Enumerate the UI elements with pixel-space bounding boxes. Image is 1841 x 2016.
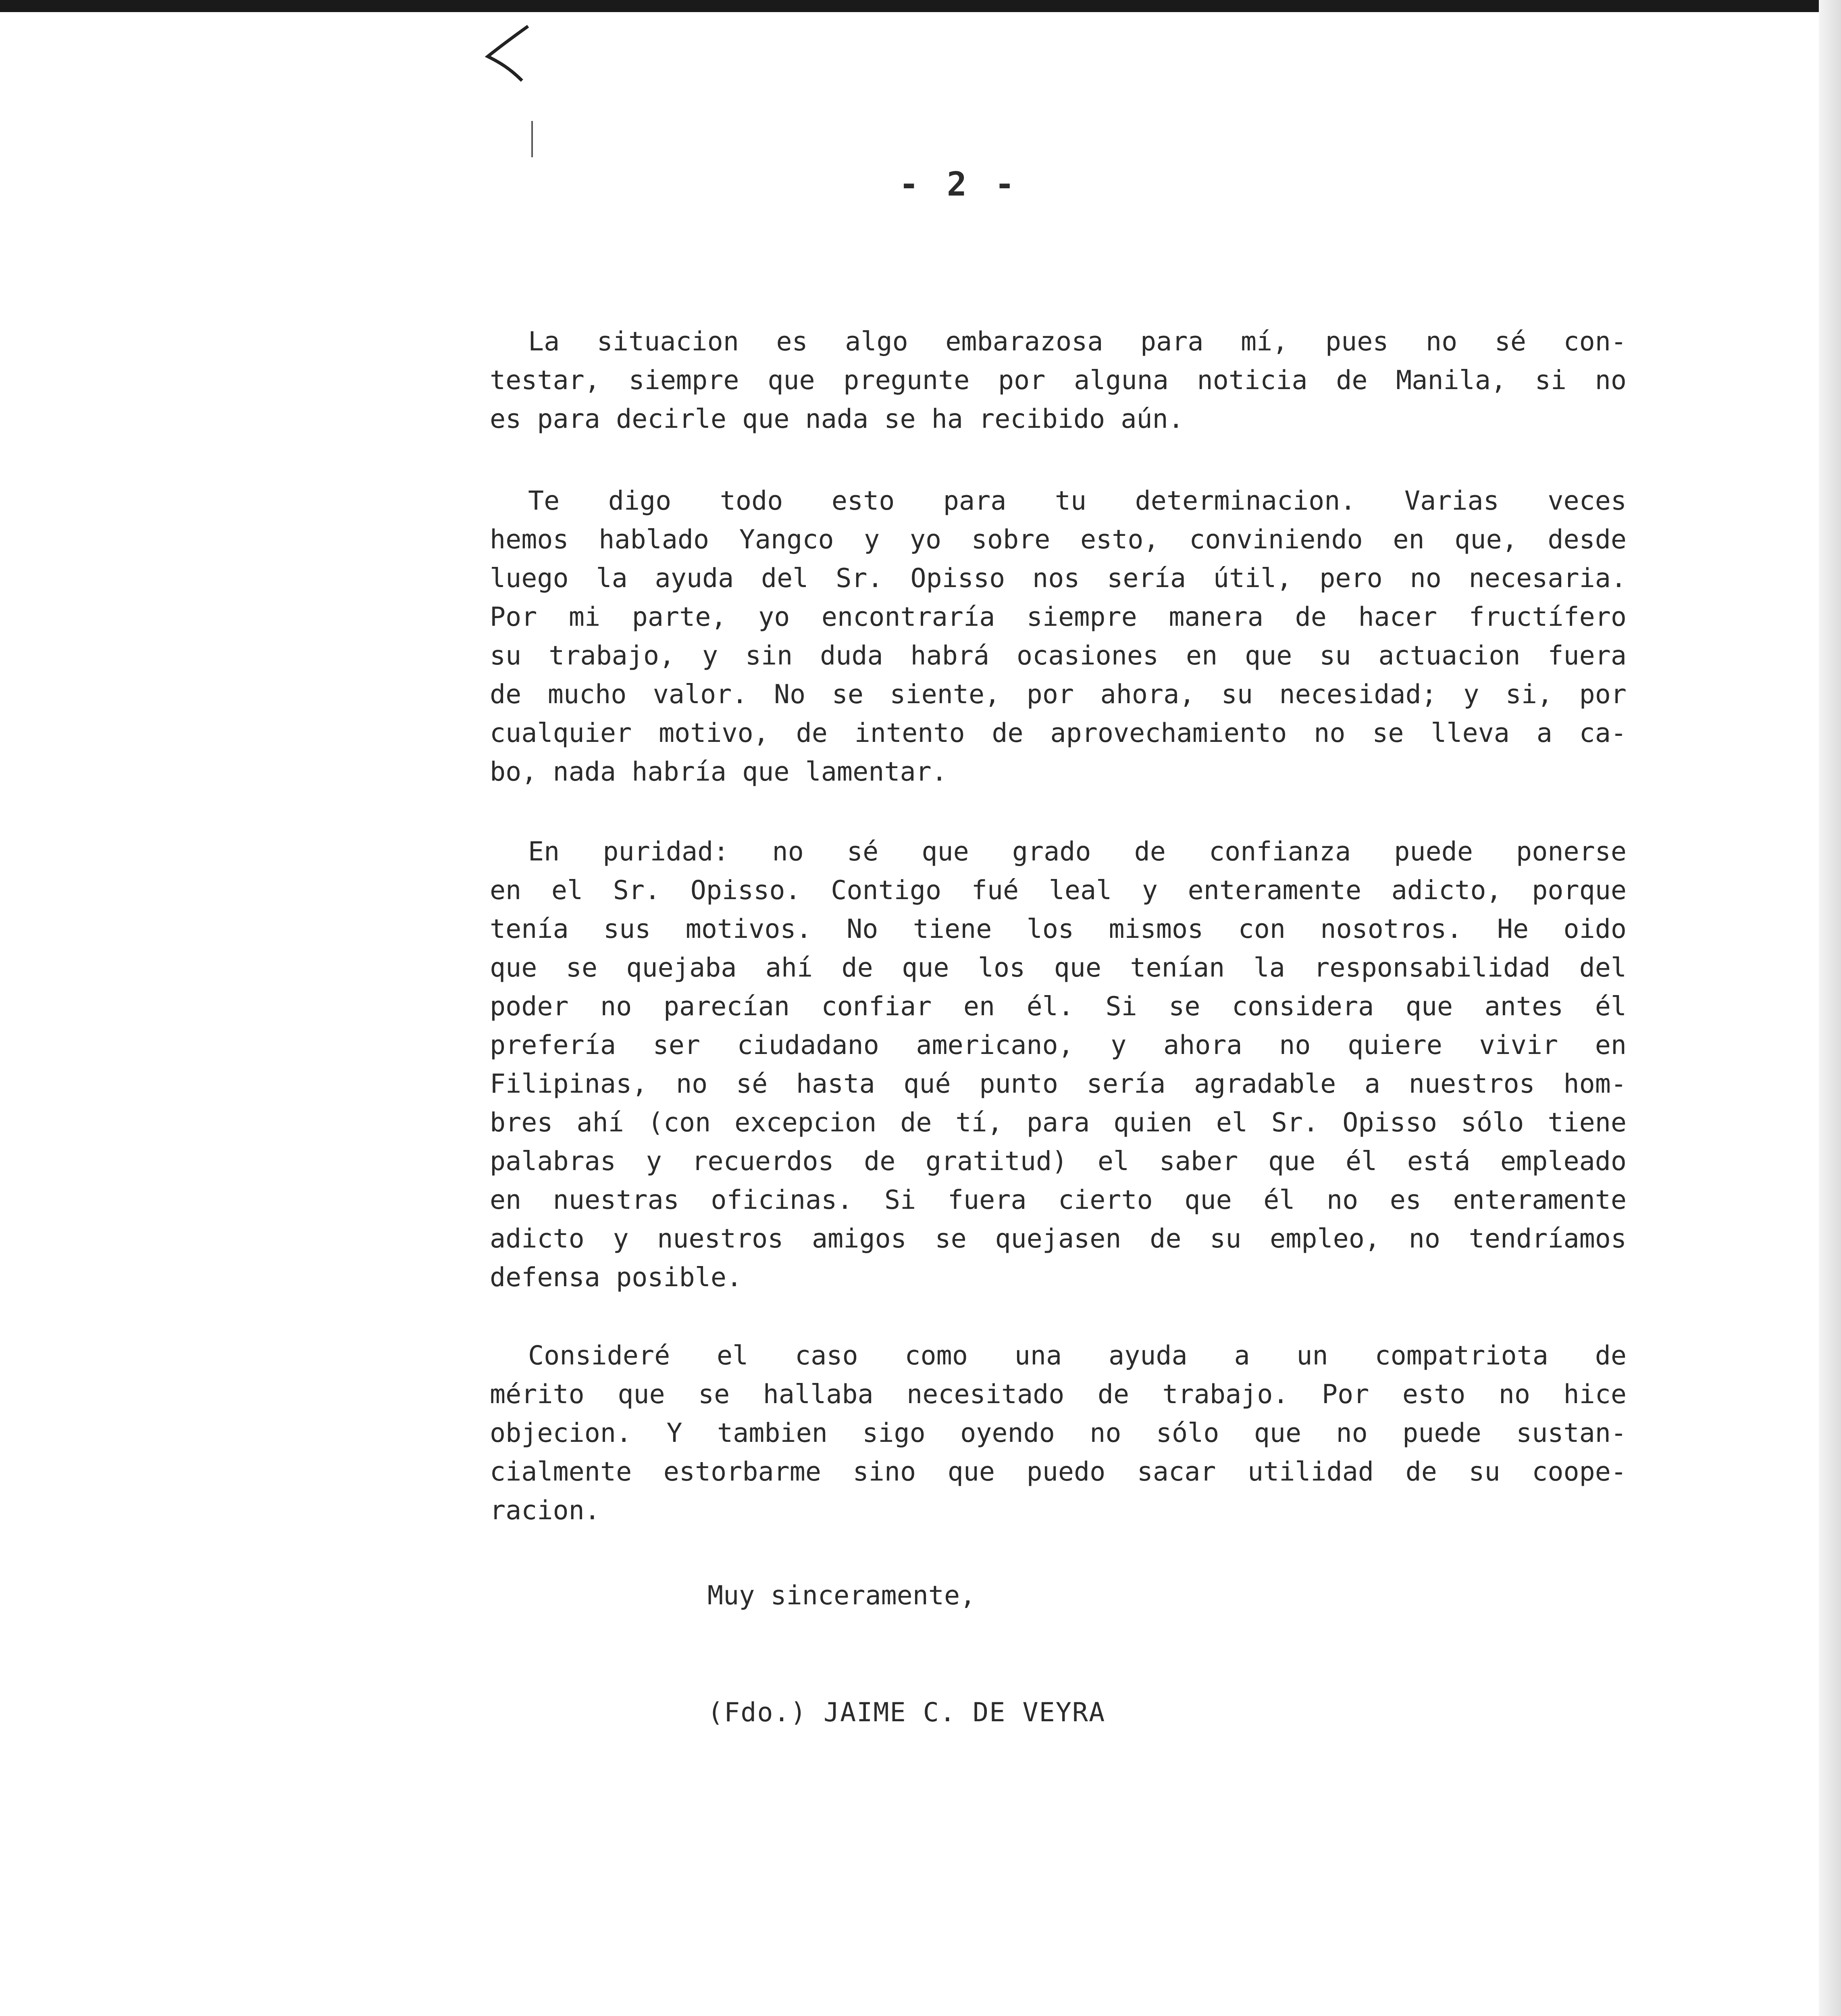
text-line: cialmente estorbarme sino que puedo sacar utilidad de su coope- bbox=[490, 1457, 1627, 1487]
margin-tick-mark bbox=[531, 121, 533, 157]
text-line: bo, nada habría que lamentar. bbox=[490, 757, 947, 787]
text-line: cualquier motivo, de intento de aprovechamiento no se lleva a ca- bbox=[490, 718, 1627, 748]
text-line: en el Sr. Opisso. Contigo fué leal y enteramente adicto, porque bbox=[490, 875, 1627, 906]
text-line: objecion. Y tambien sigo oyendo no sólo que no puede sustan- bbox=[490, 1418, 1627, 1448]
scan-top-edge bbox=[0, 0, 1841, 12]
text-line: bres ahí (con excepcion de tí, para quien el Sr. Opisso sólo tiene bbox=[490, 1108, 1627, 1138]
text-line: testar, siempre que pregunte por alguna noticia de Manila, si no bbox=[490, 365, 1627, 396]
text-line: poder no parecían confiar en él. Si se considera que antes él bbox=[490, 991, 1627, 1022]
text-line: palabras y recuerdos de gratitud) el saber que él está empleado bbox=[490, 1146, 1627, 1177]
text-line: de mucho valor. No se siente, por ahora, su necesidad; y si, por bbox=[490, 679, 1627, 710]
text-line: es para decirle que nada se ha recibido aún. bbox=[490, 404, 1184, 434]
text-line: defensa posible. bbox=[490, 1262, 743, 1293]
letter-signature: (Fdo.) JAIME C. DE VEYRA bbox=[707, 1697, 1106, 1728]
text-line: en nuestras oficinas. Si fuera cierto que él no es enteramente bbox=[490, 1185, 1627, 1215]
text-line: Consideré el caso como una ayuda a un compatriota de bbox=[528, 1341, 1627, 1371]
text-line: En puridad: no sé que grado de confianza puede ponerse bbox=[528, 837, 1627, 867]
margin-bracket-mark bbox=[482, 24, 530, 85]
text-line: prefería ser ciudadano americano, y ahora no quiere vivir en bbox=[490, 1030, 1627, 1060]
body-paragraph bbox=[490, 323, 1627, 439]
scan-right-edge bbox=[1819, 0, 1841, 2016]
body-paragraph bbox=[490, 1337, 1627, 1530]
page-number: - 2 - bbox=[899, 165, 1019, 204]
text-line: La situacion es algo embarazosa para mí, pues no sé con- bbox=[528, 327, 1627, 357]
letter-closing: Muy sinceramente, bbox=[707, 1581, 976, 1611]
text-line: Te digo todo esto para tu determinacion. Varias veces bbox=[528, 486, 1627, 516]
text-line: adicto y nuestros amigos se quejasen de su empleo, no tendríamos bbox=[490, 1224, 1627, 1254]
text-line: luego la ayuda del Sr. Opisso nos sería útil, pero no necesaria. bbox=[490, 563, 1627, 594]
text-line: Por mi parte, yo encontraría siempre manera de hacer fructífero bbox=[490, 602, 1627, 632]
text-line: hemos hablado Yangco y yo sobre esto, conviniendo en que, desde bbox=[490, 525, 1627, 555]
body-paragraph bbox=[490, 833, 1627, 1297]
text-line: mérito que se hallaba necesitado de trabajo. Por esto no hice bbox=[490, 1379, 1627, 1410]
text-line: tenía sus motivos. No tiene los mismos con nosotros. He oido bbox=[490, 914, 1627, 944]
text-line: racion. bbox=[490, 1495, 600, 1526]
text-line: que se quejaba ahí de que los que tenían la responsabilidad del bbox=[490, 953, 1627, 983]
text-line: su trabajo, y sin duda habrá ocasiones en que su actuacion fuera bbox=[490, 641, 1627, 671]
text-line: Filipinas, no sé hasta qué punto sería agradable a nuestros hom- bbox=[490, 1069, 1627, 1099]
body-paragraph bbox=[490, 482, 1627, 791]
